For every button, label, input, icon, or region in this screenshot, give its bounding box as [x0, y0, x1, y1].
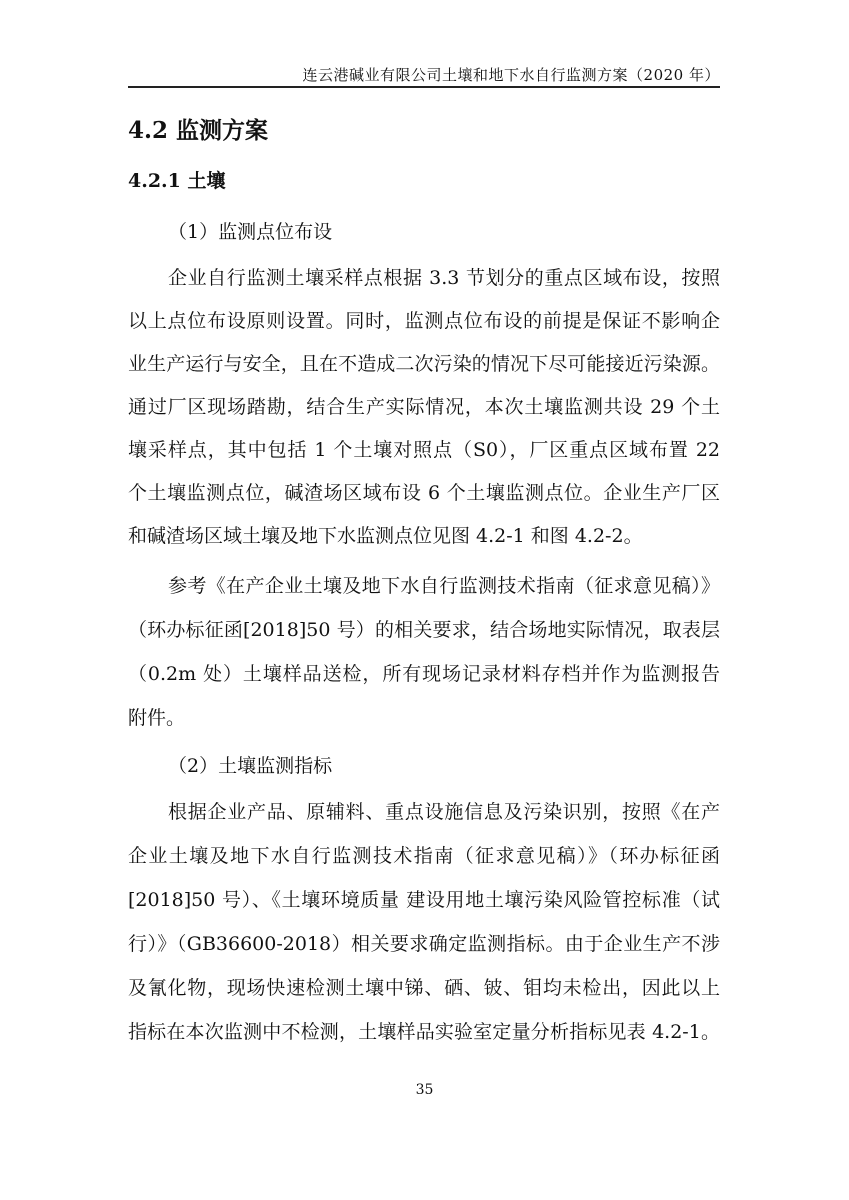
text-line: 个土壤监测点位，碱渣场区域布设 6 个土壤监测点位。企业生产厂区: [128, 482, 720, 504]
text-line: 业生产运行与安全，且在不造成二次污染的情况下尽可能接近污染源。: [128, 353, 720, 375]
text-line: 以上点位布设原则设置。同时，监测点位布设的前提是保证不影响企: [128, 310, 720, 332]
text-line: 壤采样点，其中包括 1 个土壤对照点（S0），厂区重点区域布置 22: [128, 439, 720, 461]
page-number: 35: [415, 1082, 434, 1098]
text-line: 企业土壤及地下水自行监测技术指南（征求意见稿）》（环办标征函: [128, 845, 720, 867]
text-line: 根据企业产品、原辅料、重点设施信息及污染识别，按照《在产: [168, 801, 720, 823]
header-title: 连云港碱业有限公司土壤和地下水自行监测方案（2020 年）: [302, 66, 720, 84]
text-line: 行）》（GB36600-2018）相关要求确定监测指标。由于企业生产不涉: [128, 933, 720, 955]
text-line: 通过厂区现场踏勘，结合生产实际情况，本次土壤监测共设 29 个土: [128, 396, 720, 418]
paragraph-heading: （2）土壤监测指标: [168, 755, 333, 777]
text-line: 附件。: [128, 707, 186, 729]
text-line: （环办标征函[2018]50 号）的相关要求，结合场地实际情况，取表层: [128, 619, 720, 641]
text-line: 及氰化物，现场快速检测土壤中锑、硒、铍、钼均未检出，因此以上: [128, 977, 720, 999]
text-line: [2018]50 号）、《土壤环境质量 建设用地土壤污染风险管控标准（试: [128, 889, 720, 911]
section-heading: 4.2 监测方案: [128, 117, 269, 144]
text-line: 指标在本次监测中不检测，土壤样品实验室定量分析指标见表 4.2-1。: [128, 1021, 720, 1043]
text-line: （0.2m 处）土壤样品送检，所有现场记录材料存档并作为监测报告: [128, 663, 720, 685]
text-line: 参考《在产企业土壤及地下水自行监测技术指南（征求意见稿）》: [168, 575, 720, 597]
text-line: 和碱渣场区域土壤及地下水监测点位见图 4.2-1 和图 4.2-2。: [128, 525, 643, 547]
text-line: 企业自行监测土壤采样点根据 3.3 节划分的重点区域布设，按照: [168, 267, 720, 289]
subsection-heading: 4.2.1 土壤: [128, 170, 226, 192]
paragraph-heading: （1）监测点位布设: [168, 221, 333, 243]
header-rule: [128, 86, 720, 88]
